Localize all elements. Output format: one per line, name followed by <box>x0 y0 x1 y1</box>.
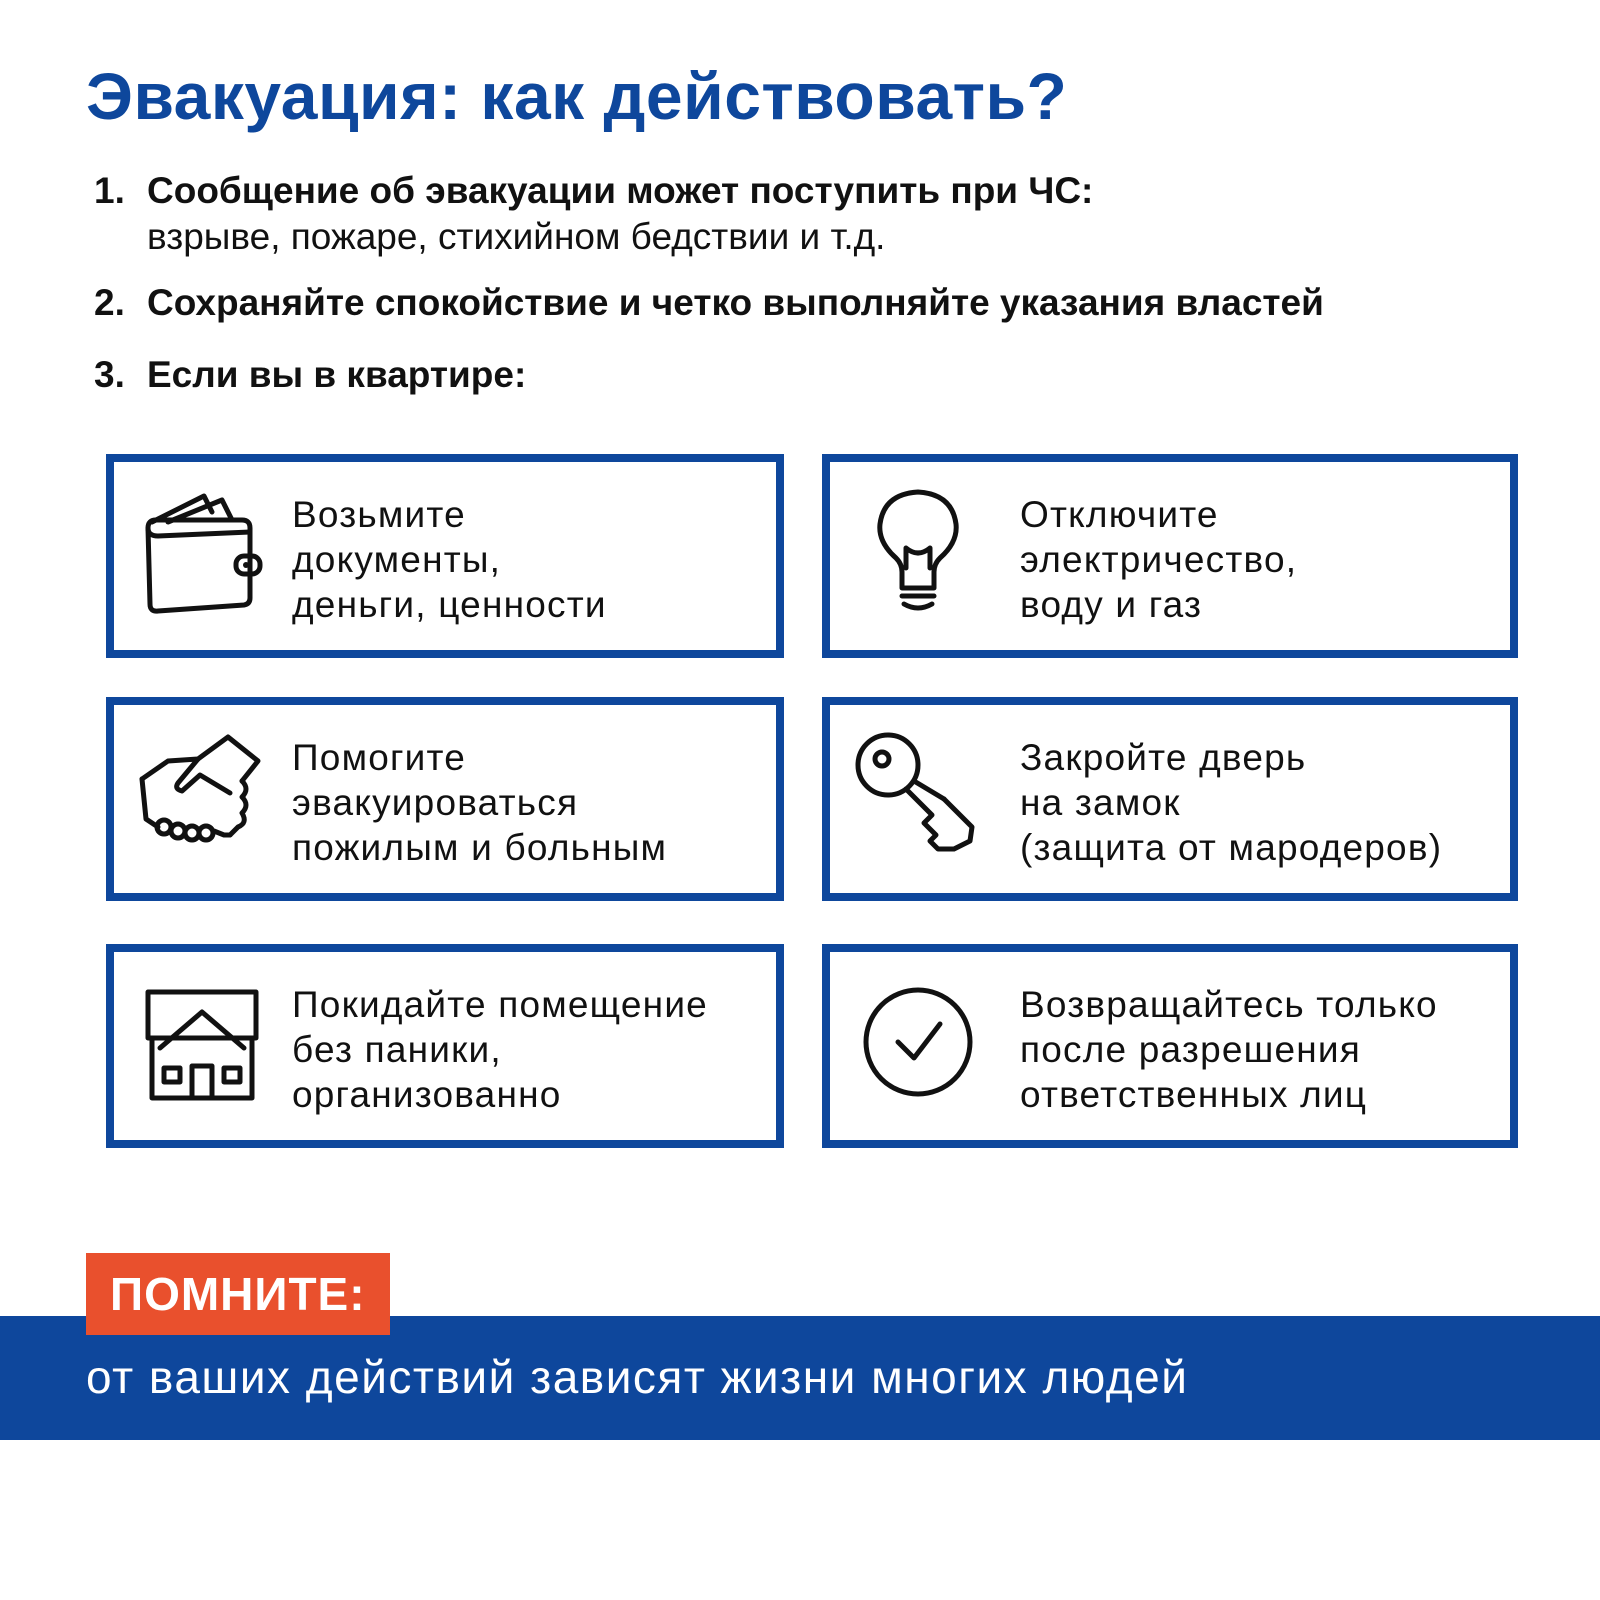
card-line: Покидайте помещение <box>292 984 708 1025</box>
step-subtext: взрыве, пожаре, стихийном бедствии и т.д. <box>147 216 886 257</box>
card-line: воду и газ <box>1020 584 1203 625</box>
key-icon <box>854 731 982 859</box>
card-text <box>1020 735 1442 870</box>
card-line: без паники, <box>292 1029 502 1070</box>
check-circle-icon <box>854 978 982 1106</box>
card-line: Помогите <box>292 737 467 778</box>
wallet-icon <box>138 488 266 616</box>
house-icon <box>138 978 266 1106</box>
card-text <box>292 492 607 627</box>
step-number: 2. <box>94 282 125 323</box>
card-line: пожилым и больным <box>292 827 668 868</box>
card-text <box>1020 492 1297 627</box>
step-text: Сохраняйте спокойствие и четко выполняйте указания властей <box>147 282 1324 323</box>
card-line: деньги, ценности <box>292 584 607 625</box>
card-text <box>292 982 708 1117</box>
card-line: Возвращайтесь только <box>1020 984 1438 1025</box>
handshake-icon <box>138 731 266 859</box>
card-utilities <box>822 454 1518 658</box>
step-text: Если вы в квартире: <box>147 354 527 395</box>
card-documents <box>106 454 784 658</box>
card-line: организованно <box>292 1074 562 1115</box>
card-line: на замок <box>1020 782 1181 823</box>
lightbulb-icon <box>854 488 982 616</box>
card-line: (защита от мародеров) <box>1020 827 1443 868</box>
card-text <box>1020 982 1438 1117</box>
card-leave-calmly <box>106 944 784 1148</box>
card-line: эвакуироваться <box>292 782 579 823</box>
card-lock-door <box>822 697 1518 901</box>
step-number: 1. <box>94 170 125 211</box>
card-line: Возьмите <box>292 494 466 535</box>
card-line: ответственных лиц <box>1020 1074 1368 1115</box>
footer-text: от ваших действий зависят жизни многих людей <box>86 1351 1189 1403</box>
card-line: электричество, <box>1020 539 1298 580</box>
card-line: Отключите <box>1020 494 1219 535</box>
step-text: Сообщение об эвакуации может поступить при ЧС: <box>147 170 1094 211</box>
card-line: после разрешения <box>1020 1029 1362 1070</box>
card-line: Закройте дверь <box>1020 737 1307 778</box>
page-title: Эвакуация: как действовать? <box>86 59 1068 133</box>
card-text <box>292 735 667 870</box>
card-line: документы, <box>292 539 502 580</box>
remember-label: ПОМНИТЕ: <box>86 1253 390 1335</box>
card-help-elderly <box>106 697 784 901</box>
step-number: 3. <box>94 354 125 395</box>
card-return-after-permission <box>822 944 1518 1148</box>
